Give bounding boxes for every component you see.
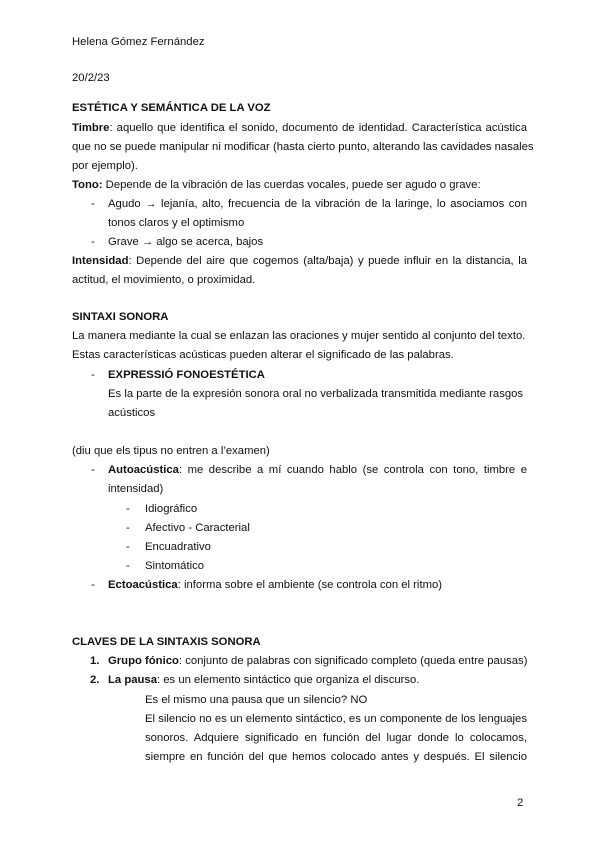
pausa-line [108,674,419,686]
autoacustica-label: Autoacústica [108,464,179,476]
pausa-text: : es un elemento sintáctico que organiza el discurso. [156,674,420,686]
grupo-fonico-text: : conjunto de palabras con significado completo (queda entre pausas) [178,655,528,667]
tono-text: Depende de la vibración de las cuerdas vocales, puede ser agudo o grave: [102,179,481,191]
intensidad-text-1: : Depende del aire que cogemos (alta/baja) y puede influir en la distancia, la [128,255,527,267]
pausa-paragraph-line-4: siempre en función del que hemos colocado antes y después. El silencio [145,751,527,763]
grupo-fonico-line [108,655,527,667]
timbre-label: Timbre [72,122,110,134]
expressio-title: EXPRESSIÓ FONOESTÉTICA [108,369,265,381]
bullet-dash: - [91,369,95,381]
bullet-dash: - [126,503,130,515]
bullet-agudo-line-1: Agudo → lejanía, alto, frecuencia de la vibración de la laringe, lo asociamos con [108,198,527,210]
bullet-grave: Grave → algo se acerca, bajos [108,236,264,248]
bullet-agudo-line-2: tonos claros y el optimismo [108,217,245,229]
author-name: Helena Gómez Fernández [72,36,205,48]
list-item: Sintomático [145,560,205,572]
bullet-dash: - [91,579,95,591]
pausa-paragraph-line-1: Es el mismo una pausa que un silencio? NO [145,694,368,706]
sintaxi-line-2: Estas características acústicas pueden alterar el significado de las palabras. [72,349,454,361]
bullet-dash: - [126,560,130,572]
autoacustica-line-1 [108,464,527,476]
bullet-dash: - [91,464,95,476]
list-number: 1. [90,655,100,667]
timbre-line-3: por ejemplo). [72,160,138,172]
section-title-claves: CLAVES DE LA SINTAXIS SONORA [72,636,261,648]
intensidad-label: Intensidad [72,255,129,267]
autoacustica-line-2: intensidad) [108,483,164,495]
grupo-fonico-label: Grupo fónico [108,655,179,667]
list-item: Afectivo - Caracterial [145,522,250,534]
bullet-dash: - [91,198,95,210]
sintaxi-line-1: La manera mediante la cual se enlazan las oraciones y mujer sentido al conjunto del texto. [72,330,526,342]
tono-line [72,179,527,191]
ectoacustica-label: Ectoacústica [108,579,178,591]
autoacustica-text-1: : me describe a mí cuando hablo (se controla con tono, timbre e [178,464,527,476]
timbre-line-2: que no se puede manipular ni modificar (hasta cierto punto, alterando las cavidades nasales [72,141,534,153]
date: 20/2/23 [72,72,110,84]
section-title-sintaxi: SINTAXI SONORA [72,311,169,323]
timbre-line-1 [72,122,527,134]
exam-note: (diu que els tipus no entren a l’examen) [72,445,270,457]
ectoacustica-text: : informa sobre el ambiente (se controla con el ritmo) [177,579,443,591]
ectoacustica-line [108,579,442,591]
pausa-label: La pausa [108,674,157,686]
bullet-dash: - [91,236,95,248]
section-title-estetica: ESTÉTICA Y SEMÁNTICA DE LA VOZ [72,102,271,114]
page-number: 2 [517,797,524,809]
intensidad-line-1 [72,255,527,267]
tono-label: Tono: [72,179,103,191]
bullet-dash: - [126,541,130,553]
intensidad-line-2: actitud, el movimiento, o proximidad. [72,274,256,286]
bullet-dash: - [126,522,130,534]
expressio-line-1: Es la parte de la expresión sonora oral no verbalizada transmitida mediante rasgos [108,388,524,400]
list-item: Idiográfico [145,503,198,515]
expressio-line-2: acústicos [108,407,156,419]
pausa-paragraph-line-3: sonoros. Adquiere significado en función del lugar donde lo colocamos, [145,732,527,744]
list-number: 2. [90,674,100,686]
pausa-paragraph-line-2: El silencio no es un elemento sintáctico, es un componente de los lenguajes [145,713,527,725]
timbre-text-1: : aquello que identifica el sonido, documento de identidad. Característica acústica [109,122,527,134]
list-item: Encuadrativo [145,541,211,553]
